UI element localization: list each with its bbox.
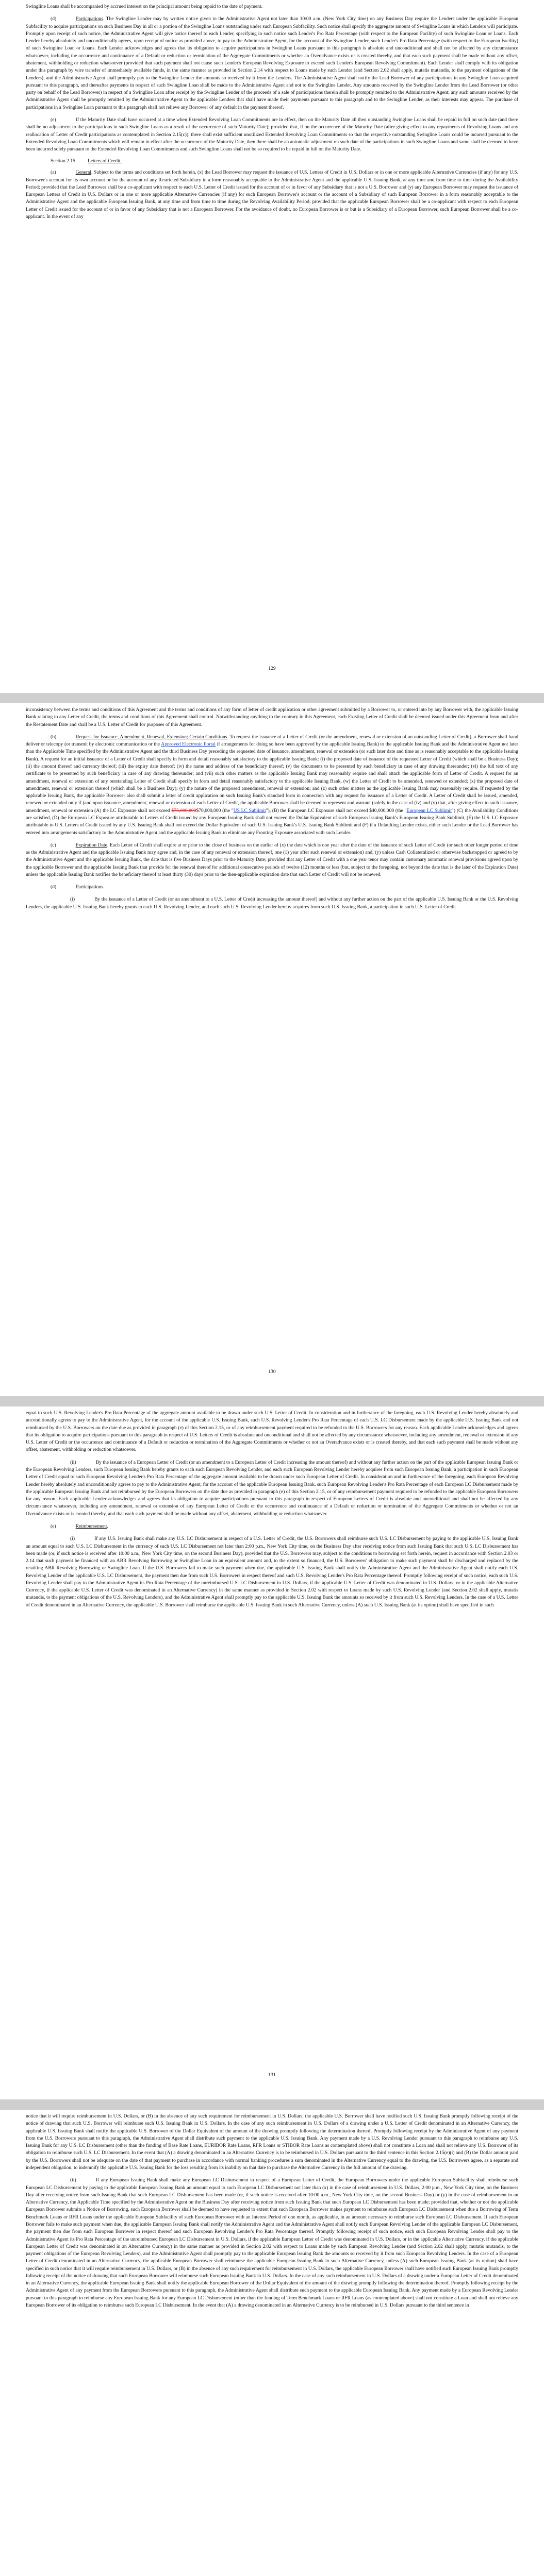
paragraph-participations-ii: (ii) By the issuance of a European Letter of Credit (or an amendment to a European Letter of Credit increasing the amount thereof) and without any further action on the part of the applicable European Issuing Bank or the European Revolving Lenders, such European Issuing Bank hereby grants to each such European Revolving Lender, and each such European Revolving Lender hereby acquires from such European Issuing Bank, a participation in such European Letter of Credit equal to such European Revolving Lender's Pro Rata Percentage of the aggregate amount available to be drawn under such European Letter of Credit. In consideration and in furtherance of the foregoing, each European Revolving Lender hereby absolutely and unconditionally agrees to pay to the Administrative Agent, for the account of the applicable European Issuing Bank, such European Revolving Lender's Pro Rata Percentage of each European LC Disbursement made by the applicable European Issuing Bank and not reimbursed by the European Borrowers on the date due as provided in paragraph (e) of this Section 2.15, or of any reimbursement payment required to be refunded to the applicable European Borrowers for any reason. Each applicable Lender acknowledges and agrees that its obligation to acquire participations pursuant to this paragraph in respect of European Letters of Credit is absolute and unconditional and shall not be affected by any circumstance whatsoever, including any amendment, renewal or extension of any European Letter of Credit or the occurrence and continuance of a Default or reduction or termination of the Aggregate Commitments or whether or not an Overadvance exists or is created thereby, and that each such payment shall be made without any offset, abatement, withholding or reduction whatsoever. xyxy=(26,1459,518,1517)
paragraph-general: (a) General. Subject to the terms and conditions set forth herein, (x) the Lead Borrower may request the issuance of U.S. Letters of Credit in U.S. Dollars or in one or more applicable Alternative Currencies (if any) for any U.S. Borrower's account for its own account or for the account of any Restricted Subsidiary in a form reasonably acceptable to the Administrative Agent and the applicable U.S. Issuing Bank, at any time and from time to time during the Availability Period; provided that the Lead Borrower shall be a co-applicant with respect to each U.S. Letter of Credit issued for the account of or in favor of any Subsidiary that is not a U.S. Borrower and (y) any European Borrower may request the issuance of European Letters of Credit in U.S. Dollars or in one or more applicable Alternative Currencies (if any) for such European Borrower's account or the account of a Subsidiary of such European Borrower in a form reasonably acceptable to the Administrative Agent and the applicable European Issuing Bank, at any time and from time to time during the Revolving Availability Period; provided that the applicable European Borrower shall be a co-applicant with respect to each European Letter of Credit issued for the account of or in favor of any Subsidiary that is not a European Borrower. For the avoidance of doubt, no European Borrower is or but is a Subsidiary of a European Borrower, such European Borrower shall be a co-applicant. In the event of any xyxy=(26,170,519,220)
paragraph-maturity: (e) If the Maturity Date shall have occurred at a time when Extended Revolving Loan Commitments are in effect, then on the Maturity Date all then outstanding Swingline Loans shall be repaid in full on such date (and there shall be no adjustment to the participations in such Swingline Loans as a result of the occurrence of such Maturity Date); provided that, if on the occurrence of the Maturity Date (after giving effect to any repayments of Revolving Loans and any reallocation of Letter of Credit participations as contemplated in Section 2.15(c)), there shall exist sufficient unutilized Extended Revolving Loan Commitments so that the respective outstanding Swingline Loans could be incurred pursuant to the Extended Revolving Loan Commitments which will remain in effect after the occurrence of the Maturity Date, then there shall be an automatic adjustment on such date of the participations in such Swingline Loans and same shall be deemed to have been incurred solely pursuant to the Extended Revolving Loan Commitments and such Swingline Loans shall not be so required to be repaid in full on the Maturity Date. xyxy=(26,116,518,152)
paragraph-request-issuance: (b) Request for Issuance, Amendment, Renewal, Extension; Certain Conditions. To request the issuance of a Letter of Credit (or the amendment, renewal or extension of an outstanding Letter of Credit), a Borrower shall hand deliver or telecopy (or transmit by electronic communication or the Approved Electronic Portal if arrangements for doing so have been approved by the applicable Issuing Bank) to the applicable Issuing Bank and the Administrative Agent not later than the Applicable Time specified by the Administrative Agent and the third Business Day preceding the requested date of issuance, amendment, renewal or extension (or such later date and time as is reasonably acceptable to the applicable Issuing Bank). A request for an initial issuance of a Letter of Credit shall specify in form and detail reasonably satisfactory to the applicable Issuing Bank: (i) the proposed date of issuance of the requested Letter of Credit (which shall be a Business Day); (ii) the amount thereof and currency thereof; (iii) the expiry date thereof; (iv) the name and address of the beneficiary thereof; (v) the documents to be presented by such beneficiary in case of any drawing thereunder; (vi) the full text of any certificate to be presented by such beneficiary in case of any drawing thereunder; and (vii) such other matters as the applicable Issuing Bank may reasonably require and shall attach the applicable form of Letter of Credit. A request for an amendment, renewal or extension of any outstanding Letter of Credit shall specify in form and detail reasonably satisfactory to the applicable Issuing Bank, (w) the Letter of Credit to be amended, renewed or extended; (x) the proposed date of amendment, renewal or extension thereof (which shall be a Business Day); (y) the nature of the proposed amendment, renewal or extension; and (z) such other matters as the applicable Issuing Bank may reasonably require. If requested by the applicable Issuing Bank, the applicable Borrower also shall submit a letter of credit application on such Issuing Bank's standard form in connection with any request for issuance of a Letter of Credit. A Letter of Credit shall be issued, amended, renewed or extended only if (and upon issuance, amendment, renewal or extension of each Letter of Credit, the applicable Borrower shall be deemed to represent and warrant (solely in the case of (iv) and (v) that, after giving effect to such issuance, amendment, renewal or extension (A) the LC Exposure shall not exceed $75,000,000$70,000,000 (the "US LC Sublimit"), (B) the European LC Exposure shall not exceed $40,000,000 (the "European LC Sublimit") (C) the Availability Conditions are satisfied, (D) the European LC Exposure attributable to Letters of Credit issued by any European Issuing Bank shall not exceed the Dollar Equivalent of such European Issuing Bank's European Issuing Bank Sublimit, (E) the U.S. LC Exposure attributable to U.S. Letters of Credit issued by any U.S. Issuing Bank shall not exceed the Dollar Equivalent of such U.S. Issuing Bank's U.S. Issuing Bank Sublimit and (F) if a Defaulting Lender exists, either such Lender or the Lead Borrower has entered into arrangements satisfactory to the Administrative Agent and the applicable Issuing Bank to eliminate any Fronting Exposure associated with such Lender. xyxy=(26,734,519,836)
document-page-129 xyxy=(0,0,544,693)
section-heading-2-15: Section 2.15 Letters of Credit. xyxy=(51,158,122,164)
paragraph-reimbursement-i: (i) If any U.S. Issuing Bank shall make any U.S. LC Disbursement in respect of a U.S. Letter of Credit, the U.S. Borrowers shall reimburse such U.S. LC Disbursement by paying to the applicable U.S. Issuing Bank an amount equal to such U.S. LC Disbursement in the currency of such U.S. LC Disbursement not later than 2:00 p.m., New York City time, on the Business Day after receiving notice from such Issuing Bank that such U.S. LC Disbursement has been made (or, if such notice is received after 10:00 a.m., New York City time, on the second Business Day), provided that the U.S. Borrowers may, subject to the conditions to borrowing set forth herein, request in accordance with Section 2.03 or 2.14 that such payment be financed with an ABR Revolving Borrowing or Swingline Loan in an equivalent amount and, to the extent so financed, the U.S. Borrowers' obligation to make such payment shall be discharged and replaced by the resulting ABR Revolving Borrowing or Swingline Loan. If the U.S. Borrowers fail to make such payment when due, the applicable U.S. Issuing Bank shall notify the Administrative Agent and the Administrative Agent shall notify each U.S. Revolving Lender of the applicable U.S. LC Disbursement, the payment then due from such U.S. Borrowers in respect thereof and such U.S. Revolving Lender's Pro Rata Percentage thereof. Promptly following receipt of such notice, each such U.S. Revolving Lender shall pay to the Administrative Agent its Pro Rata Percentage of the unreimbursed U.S. LC Disbursement in U.S. Dollars, if the applicable U.S. Letter of Credit was denominated in U.S. Dollars, or in the applicable Alternative Currency, if the applicable U.S. Letter of Credit was denominated in an Alternative Currency) in the same manner as provided in Section 2.02 with respect to Loans made by such U.S. Revolving Lender (and Section 2.02 shall apply, mutatis mutandis, to the payment obligations of the U.S. Revolving Lenders), and the Administrative Agent shall promptly pay to the applicable U.S. Issuing Bank the amounts so received by it from such U.S. Revolving Lenders. In the case of a U.S. Letter of Credit denominated in an Alternative Currency, the applicable U.S. Borrower shall reimburse the applicable U.S. Issuing Bank in such Alternative Currency, unless (A) such U.S. Issuing Bank (at its option) shall have specified in such xyxy=(26,1536,518,1608)
paragraph: equal to such U.S. Revolving Lender's Pro Rata Percentage of the aggregate amount available to be drawn under such U.S. Letter of Credit. In consideration and in furtherance of the foregoing, each U.S. Revolving Lender hereby absolutely and unconditionally agrees to pay to the Administrative Agent, for the account of the applicable U.S. Issuing Bank, such U.S. Revolving Lender's Pro Rata Percentage of each U.S. LC Disbursement made by the applicable U.S. Issuing Bank and not reimbursed by the U.S. Borrowers on the date due as provided in paragraph (e) of this Section 2.15, or of any reimbursement payment required to be refunded to the U.S. Borrowers for any reason. Each applicable Lender acknowledges and agrees that its obligation to acquire participations pursuant to this paragraph in respect of U.S. Letters of Credit is absolute and unconditional and shall not be affected by any circumstance whatsoever, including any amendment, renewal or extension of any U.S. Letter of Credit or the occurrence and continuance of a Default or reduction or termination of the Aggregate Commitments or whether or not an Overadvance exists or is created thereby, and that each such payment shall be made without any offset, abatement, withholding or reduction whatsoever. xyxy=(26,1410,518,1453)
deleted-amount: $75,000,000 xyxy=(171,807,196,814)
approved-portal-link[interactable]: Approved Electronic Portal xyxy=(161,741,216,748)
section-heading: General xyxy=(75,170,92,176)
document-page-132 xyxy=(0,2110,544,2576)
document-page-131 xyxy=(0,1406,544,2099)
paragraph-participations-heading: (d) Participations. xyxy=(51,884,105,890)
section-heading: Participations xyxy=(76,884,103,890)
paragraph: inconsistency between the terms and conditions of this Agreement and the terms and conditions of any form of letter of credit application or other agreement submitted by a Borrower to, or entered into by any Borrower with, the applicable Issuing Bank relating to any Letter of Credit, the terms and conditions of this Agreement shall control. Notwithstanding anything to the contrary in this Agreement, each Existing Letter of Credit shall be deemed issued under this Agreement from and after the Restatement Date and shall be a U.S. Letter of Credit for purposes of this Agreement. xyxy=(26,707,518,727)
section-heading: Participations xyxy=(76,16,103,22)
paragraph-reimbursement-ii: (ii) If any European Issuing Bank shall make any European LC Disbursement in respect of a European Letter of Credit, the European Borrowers under the applicable European Subfacility shall reimburse such European LC Disbursement by paying to the applicable European Issuing Bank an amount equal to such European LC Disbursement not later than (x) in the case of reimbursement in U.S. Dollars, 2:00 p.m., New York City time, on the Business Day after receiving notice from such Issuing Bank that such European LC Disbursement has been made (or, if such notice is received after 10:00 a.m., New York City time, on the second Business Day) or (y) in the case of reimbursement in an Alternative Currency, the Applicable Time specified by the Administrative Agent on the Business Day after receiving notice from such Issuing Bank that such European LC Disbursement has been made; provided that, whether or not the applicable European Borrower submits a Notice of Borrowing, such European Borrower shall be deemed to have requested to extent that such European Borrower makes payment to reimburse such European LC Disbursement when due a Borrowing of Term Benchmark Loans or RFR Loans under the applicable European Subfacility of such European Borrower with an Interest Period of one month, as applicable, in an amount necessary to reimburse such European LC Disbursement. If such European Borrower fails to make such payment when due, the applicable European Issuing Bank shall notify the Administrative Agent and the Administrative Agent shall notify each European Revolving Lender of the applicable European LC Disbursement, the payment then due from such European Borrower in respect thereof and such European Revolving Lender's Pro Rata Percentage thereof. Promptly following receipt of such notice, each such European Revolving Lender shall pay to the Administrative Agent its Pro Rata Percentage of the unreimbursed European LC Disbursement in U.S. Dollars, if the applicable European Letter of Credit was denominated in U.S. Dollars, or in the applicable Alternative Currency, if the applicable European Letter of Credit was denominated in an Alternative Currency) in the same manner as provided in Section 2.02 with respect to Loans made by such European Revolving Lender (and Section 2.02 shall apply, mutatis mutandis, to the payment obligations of the European Revolving Lenders), and the Administrative Agent shall promptly pay to the applicable European Issuing Bank the amounts so received by it from such European Revolving Lenders. In the case of a European Letter of Credit denominated in an Alternative Currency, the applicable European Borrower shall reimburse the applicable European Issuing Bank in such Alternative Currency, unless (A) such European Issuing Bank (at its option) shall have specified in such notice that it will require reimbursement in U.S. Dollars, or (B) in the absence of any such requirement for reimbursement in U.S. Dollars, the applicable European Borrower shall have notified such European Issuing Bank promptly following receipt of the notice of drawing that such European Borrower will reimburse such European Issuing Bank in U.S. Dollars. In the case of any such reimbursement in U.S. Dollars of a drawing under a European Letter of Credit denominated in an Alternative Currency, the applicable European Issuing Bank shall notify the applicable European Borrower of the Dollar Equivalent of the amount of the drawing promptly following the determination thereof. Promptly following receipt by the Administrative Agent of any payment from the European Borrowers pursuant to this paragraph, the Administrative Agent shall distribute such payment to the applicable European Issuing Bank. Any payment made by a European Revolving Lender pursuant to this paragraph to reimburse any European Issuing Bank for any European LC Disbursement (other than the funding of Term Benchmark Loans or RFR Loans (as contemplated above) shall not constitute a Loan and shall not relieve any European Borrower of its obligation to reimburse such European LC Disbursement. In the event that (A) a drawing denominated in an Alternative Currency is to be reimbursed in U.S. Dollars pursuant to the third sentence in xyxy=(26,2177,518,2309)
us-lc-sublimit-link[interactable]: US LC Sublimit xyxy=(233,807,266,814)
page-number: 129 xyxy=(268,666,276,671)
european-lc-sublimit-link[interactable]: European LC Sublimit xyxy=(406,807,452,814)
section-heading: Expiration Date xyxy=(75,842,107,848)
page-number: 130 xyxy=(268,1369,276,1375)
section-heading: Request for Issuance, Amendment, Renewal, Extension; Certain Conditions xyxy=(76,734,227,740)
paragraph: Swingline Loans shall be accompanied by accrued interest on the principal amount being repaid to the date of payment. xyxy=(26,4,263,9)
paragraph-participations-i: (i) By the issuance of a Letter of Credit (or an amendment to a U.S. Letter of Credit increasing the amount thereof) and without any further action on the part of the applicable U.S. Issuing Bank or the U.S. Revolving Lenders, the applicable U.S. Issuing Bank hereby grants to each U.S. Revolving Lender, and each such U.S. Revolving Lender hereby acquires from such U.S. Issuing Bank, a participation in such U.S. Letter of Credit xyxy=(26,896,518,910)
paragraph: notice that it will require reimbursement in U.S. Dollars, or (B) in the absence of any such requirement for reimbursement in U.S. Dollars, the applicable U.S. Borrower shall have notified such U.S. Issuing Bank promptly following receipt of the notice of drawing that such U.S. Borrower will reimburse such U.S. Issuing Bank in U.S. Dollars. In the case of any such reimbursement in U.S. Dollars of a drawing under a U.S. Letter of Credit denominated in an Alternative Currency, the applicable U.S. Issuing Bank shall notify the applicable U.S. Borrower of the Dollar Equivalent of the amount of the drawing promptly following the determination thereof. Promptly following receipt by the Administrative Agent of any payment from the U.S. Borrowers pursuant to this paragraph, the Administrative Agent shall distribute such payment to the applicable U.S. Issuing Bank. Any payment made by a U.S. Revolving Lender pursuant to this paragraph to reimburse any U.S. Issuing Bank for any U.S. LC Disbursement (other than the funding of Base Rate Loans, EURIBOR Rate Loans, RFR Loans or STIBOR Rate Loans as contemplated above) shall not constitute a Loan and shall not relieve any U.S. Borrower of its obligation to reimburse such U.S. LC Disbursement. In the event that (A) a drawing denominated in an Alternative Currency is to be reimbursed in U.S. Dollars pursuant to the third sentence in this Section 2.15(e)(i) and (B) the Dollar amount paid by the U.S. Borrowers shall not be adequate on the date of that payment to purchase in accordance with normal banking procedures a sum denominated in the Alternative Currency equal to the drawing, the U.S. Borrowers agree, as a separate and independent obligation, to indemnify the applicable U.S. Issuing Bank for the loss resulting from its inability on that date to purchase the Alternative Currency in the full amount of the drawing. xyxy=(26,2113,518,2171)
section-heading: Reimbursement xyxy=(75,1523,107,1529)
page-number: 131 xyxy=(268,2072,276,2078)
paragraph-participations: (d) Participations. The Swingline Lender may by written notice given to the Administrative Agent not later than 10:00 a.m. (New York City time) on any Business Day require the Lenders under the applicable European Subfacility to acquire participations on such Business Day in all or a portion of the Swingline Loans outstanding under such European Subfacility. Such notice shall specify the aggregate amount of Swingline Loans in which Lenders will participate. Promptly upon receipt of such notice, the Administrative Agent will give notice thereof to each Lender, specifying in such notice such Lender's Pro Rata Percentage (with respect to the European Facility) of such Swingline Loan or Loans. Each Lender hereby absolutely and unconditionally agrees, upon receipt of notice as provided above, to pay to the Administrative Agent, for the account of the Swingline Lender, such Lender's Pro Rata Percentage (with respect to the European Facility) of such Swingline Loan or Loans. Each Lender acknowledges and agrees that its obligation to acquire participations in Swingline Loans pursuant to this paragraph is absolute and unconditional and shall not be affected by any circumstance whatsoever, including the occurrence and continuance of a Default or reduction or termination of the Aggregate Commitments or whether an Overadvance exists or is created thereby, and that each such payment shall be made without any offset, abatement, withholding or reduction whatsoever (provided that such payment shall not cause such Lender's European Revolving Exposure to exceed such Lender's European Revolving Commitment). Each Lender shall comply with its obligation under this paragraph by wire transfer of immediately available funds, in the same manner as provided in Section 2.14 with respect to Loans made by such Lender (and Section 2.02 shall apply, mutatis mutandis, to the payment obligations of the Lenders), and the Administrative Agent shall promptly pay to the Swingline Lender the amounts so received by it from the Lenders. The Administrative Agent shall notify the Lead Borrower of any participations in any Swingline Loan acquired pursuant to this paragraph, and thereafter payments in respect of such Swingline Loan shall be made to the Administrative Agent and not to the Swingline Lender. Any amounts received by the Swingline Lender from the Lead Borrower (or other party on behalf of the Lead Borrower) in respect of a Swingline Loan after receipt by the Swingline Lender of the proceeds of a sale of participations therein shall be promptly remitted to the Administrative Agent; any such amounts received by the Administrative Agent shall be promptly remitted by the Administrative Agent to the applicable Lenders that shall have made their payments pursuant to this paragraph and to the Swingline Lender, as their interests may appear. The purchase of participations in a Swingline Loan pursuant to this paragraph shall not relieve any Borrower of any default in the payment thereof. xyxy=(26,16,519,110)
document-page-130 xyxy=(0,703,544,1396)
paragraph-reimbursement-heading: (e) Reimbursement. xyxy=(51,1523,108,1529)
paragraph-expiration: (c) Expiration Date. Each Letter of Credit shall expire at or prior to the close of business on the earlier of (x) the date which is one year after the date of the issuance of such Letter of Credit (or such other longer period of time as the Administrative Agent and the applicable Issuing Bank may agree and, in the case of any renewal or extension thereof, one (1) year after such renewal or extension) and, (y) unless Cash Collateralized or otherwise backstopped or agreed to by the Administrative Agent and the applicable Issuing Bank, the date that is five Business Days prior to the Maturity Date; provided that any Letter of Credit with a one year tenor may contain customary automatic renewal provisions agreed upon by the applicable Borrower and the applicable Issuing Bank that provide for the renewal thereof for additional consecutive periods of twelve (12) months or less (but, subject to the foregoing, not beyond the date that is the later of the Expiration Date) unless the applicable Issuing Bank notifies the beneficiary thereof at least thirty (30) days prior to the then-applicable expiration date that such Letter of Credit will not be renewed. xyxy=(26,842,518,877)
